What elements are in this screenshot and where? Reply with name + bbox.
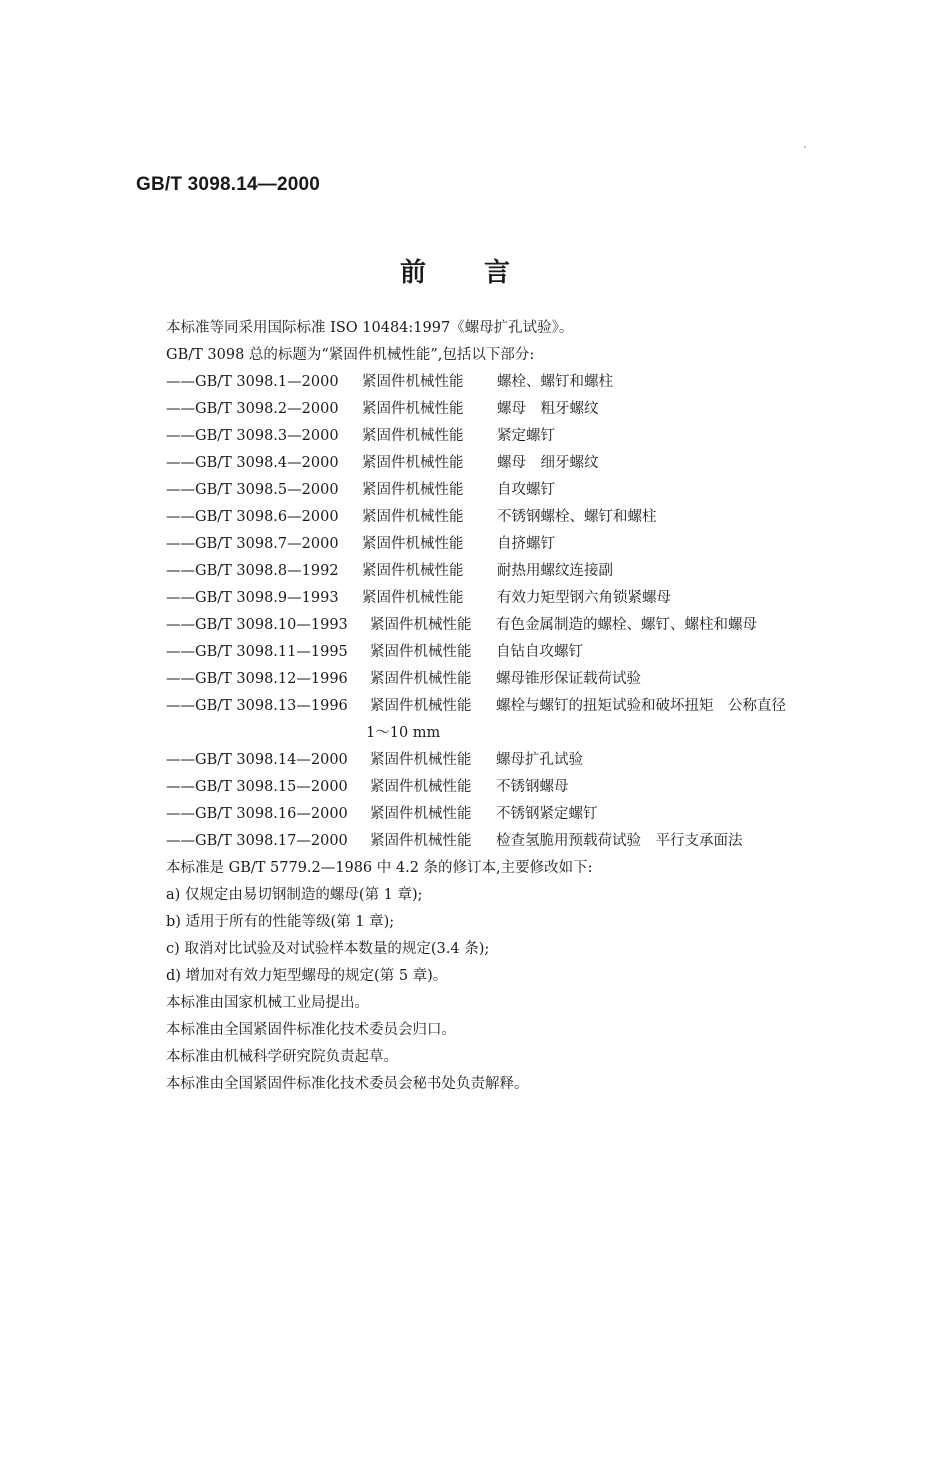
part-subject: 有色金属制造的螺栓、螺钉、螺柱和螺母 (496, 617, 757, 633)
part-subject: 不锈钢螺栓、螺钉和螺柱 (497, 509, 657, 525)
part-subject: 螺栓、螺钉和螺柱 (497, 374, 613, 390)
part-category: 紧固件机械性能 (370, 671, 472, 687)
list-item (166, 423, 856, 450)
list-item (166, 450, 856, 477)
part-code: ——GB/T 3098.17—2000 (166, 833, 348, 849)
part-code: ——GB/T 3098.9—1993 (166, 590, 339, 606)
revision-item: d) 增加对有效力矩型螺母的规定(第 5 章)。 (166, 968, 448, 984)
list-item (166, 639, 856, 666)
part-code: ——GB/T 3098.4—2000 (166, 455, 339, 471)
part-code: ——GB/T 3098.14—2000 (166, 752, 348, 768)
document-body (166, 315, 856, 1098)
revision-item: a) 仅规定由易切钢制造的螺母(第 1 章); (166, 887, 423, 903)
part-code: ——GB/T 3098.11—1995 (166, 644, 348, 660)
list-item (166, 693, 856, 720)
part-subject: 自钻自攻螺钉 (496, 644, 583, 660)
part-subject: 螺母 粗牙螺纹 (497, 401, 599, 417)
list-item (166, 531, 856, 558)
part-category: 紧固件机械性能 (370, 698, 472, 714)
list-item (166, 828, 856, 855)
part-code: ——GB/T 3098.6—2000 (166, 509, 339, 525)
part-code: ——GB/T 3098.3—2000 (166, 428, 339, 444)
part-subject: 紧定螺钉 (497, 428, 555, 444)
closing-proposer: 本标准由国家机械工业局提出。 (166, 995, 369, 1011)
list-item (166, 774, 856, 801)
part-code: ——GB/T 3098.13—1996 (166, 698, 348, 714)
intro-line-adoption: 本标准等同采用国际标准 ISO 10484:1997《螺母扩孔试验》。 (166, 320, 574, 336)
part-subject: 螺母锥形保证载荷试验 (496, 671, 641, 687)
list-item (166, 801, 856, 828)
part-subject: 检查氢脆用预载荷试验 平行支承面法 (496, 833, 743, 849)
list-item (166, 666, 856, 693)
part-subject: 螺母 细牙螺纹 (497, 455, 599, 471)
list-item (166, 369, 856, 396)
part-code: ——GB/T 3098.1—2000 (166, 374, 339, 390)
part-category: 紧固件机械性能 (362, 509, 464, 525)
list-item (166, 477, 856, 504)
list-item (166, 747, 856, 774)
part-category: 紧固件机械性能 (370, 806, 472, 822)
part-subject: 自攻螺钉 (497, 482, 555, 498)
document-number: GB/T 3098.14—2000 (136, 174, 321, 195)
list-item (166, 558, 856, 585)
part-subject: 螺栓与螺钉的扭矩试验和破坏扭矩 公称直径 (496, 698, 786, 714)
part-subject: 不锈钢螺母 (496, 779, 569, 795)
part-category: 紧固件机械性能 (362, 563, 464, 579)
closing-drafter: 本标准由机械科学研究院负责起草。 (166, 1049, 398, 1065)
page-title: 前言 (400, 258, 569, 288)
part-code: ——GB/T 3098.12—1996 (166, 671, 348, 687)
revision-item: c) 取消对比试验及对试验样本数量的规定(3.4 条); (166, 941, 490, 957)
part-category: 紧固件机械性能 (370, 779, 472, 795)
part-category: 紧固件机械性能 (362, 428, 464, 444)
part-subject: 有效力矩型钢六角锁紧螺母 (497, 590, 671, 606)
part-subject: 自挤螺钉 (497, 536, 555, 552)
list-item (166, 504, 856, 531)
part-category: 紧固件机械性能 (370, 752, 472, 768)
part-code: ——GB/T 3098.7—2000 (166, 536, 339, 552)
closing-centralizer: 本标准由全国紧固件标准化技术委员会归口。 (166, 1022, 456, 1038)
list-item (166, 612, 856, 639)
part-category: 紧固件机械性能 (362, 374, 464, 390)
part-category: 紧固件机械性能 (362, 482, 464, 498)
part-category: 紧固件机械性能 (370, 833, 472, 849)
part-code: ——GB/T 3098.15—2000 (166, 779, 348, 795)
part-category: 紧固件机械性能 (362, 536, 464, 552)
part-code: ——GB/T 3098.8—1992 (166, 563, 339, 579)
part-code: ——GB/T 3098.16—2000 (166, 806, 348, 822)
part-code: ——GB/T 3098.2—2000 (166, 401, 339, 417)
list-item (166, 585, 856, 612)
closing-interpreter: 本标准由全国紧固件标准化技术委员会秘书处负责解释。 (166, 1076, 529, 1092)
list-item (166, 396, 856, 423)
intro-line-series-title: GB/T 3098 总的标题为“紧固件机械性能”,包括以下部分: (166, 347, 535, 363)
part-category: 紧固件机械性能 (362, 590, 464, 606)
part-subject: 不锈钢紧定螺钉 (496, 806, 598, 822)
part-13-continuation: 1～10 mm (366, 725, 441, 741)
part-category: 紧固件机械性能 (362, 455, 464, 471)
part-category: 紧固件机械性能 (370, 617, 472, 633)
part-code: ——GB/T 3098.5—2000 (166, 482, 339, 498)
scan-speck (804, 146, 806, 148)
revision-item: b) 适用于所有的性能等级(第 1 章); (166, 914, 395, 930)
part-subject: 螺母扩孔试验 (496, 752, 583, 768)
part-code: ——GB/T 3098.10—1993 (166, 617, 348, 633)
part-category: 紧固件机械性能 (362, 401, 464, 417)
part-subject: 耐热用螺纹连接副 (497, 563, 613, 579)
part-category: 紧固件机械性能 (370, 644, 472, 660)
revision-intro: 本标准是 GB/T 5779.2—1986 中 4.2 条的修订本,主要修改如下: (166, 860, 593, 876)
